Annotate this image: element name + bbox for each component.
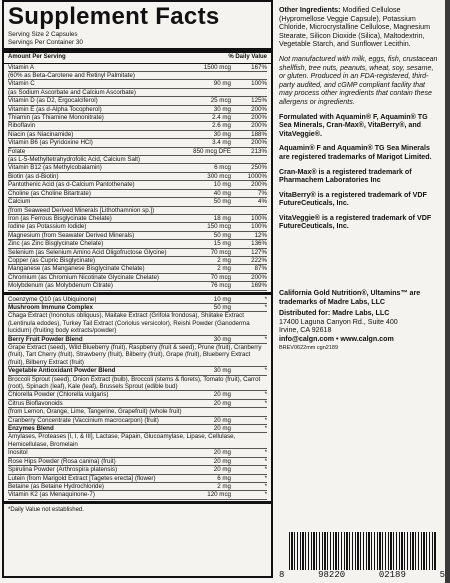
nutrient-dv: * (264, 449, 267, 457)
nutrient-row (8, 173, 267, 181)
nutrient-name: Citrus Bioflavonoids (8, 399, 63, 407)
nutrient-dv: 4% (258, 198, 267, 206)
nutrient-dv: * (264, 367, 267, 375)
trademark-aquamin: Aquamin® F and Aquamin® TG Sea Minerals are registered trademarks of Marigot Limited. (279, 144, 432, 161)
barcode (279, 532, 445, 582)
nutrient-name: Vitamin K2 (as Menaquinone-7) (8, 491, 95, 499)
nutrient-name: Vitamin C (8, 80, 35, 88)
nutrient-name: Biotin (as d-Biotin) (8, 172, 59, 180)
nutrient-dv: 169% (251, 282, 267, 290)
nutrient-amount: 30 mg (213, 367, 231, 375)
nutrient-name: Vitamin A (8, 63, 35, 71)
blend-description: Amylases, Proteases [I, I, & III], Lactase, Papain, Glucoamylase, Lipase, Cellulase, Hemicellulase, Bromelain (8, 433, 267, 449)
nutrient-row (8, 391, 267, 399)
nutrient-row (8, 122, 267, 130)
nutrient-dv: 200% (251, 273, 267, 281)
barcode-digit-group: 02189 (378, 570, 406, 580)
nutrient-row (8, 475, 267, 483)
nutrient-name: Inositol (8, 449, 28, 457)
nutrient-amount: 3.4 mg (212, 139, 231, 147)
nutrient-row (8, 80, 267, 88)
nutrient-row (8, 156, 267, 164)
facts-header (8, 53, 267, 62)
nutrient-amount: 76 mcg (210, 282, 231, 290)
contact-line: info@calgn.com • www.calgn.com (279, 335, 394, 344)
allergen-statement: Not manufactured with milk, eggs, fish, crustacean shellfish, tree nuts, peanuts, wheat, soy, sesame, or gluten. Produced in an FDA-registered, third-party audited, and cGMP compliant facility that may process other ingredients that contain these allergens or ingredients. (279, 54, 438, 106)
nutrient-name: Chlorella Powder (Chlorella vulgaris) (8, 391, 109, 399)
nutrient-name: Molybdenum (as Molybdenum Citrate) (8, 282, 113, 290)
nutrient-amount: 2 mg (217, 265, 231, 273)
nutrient-row (8, 114, 267, 122)
nutrient-amount: 50 mg (213, 231, 231, 239)
nutrient-name: Lutein (from Marigold Extract [Tagetes erecta] (flower) (8, 474, 156, 482)
nutrient-amount: 18 mg (213, 214, 231, 222)
nutrient-name: Iodine (as Potassium Iodide) (8, 223, 87, 231)
nutrient-dv: 1000% (247, 172, 267, 180)
nutrient-dv: 7% (258, 189, 267, 197)
nutrient-name: Magnesium (from Seawater Derived Minerals) (8, 231, 135, 239)
nutrient-name: (as Sodium Ascorbate and Calcium Ascorbate) (8, 88, 136, 96)
nutrient-row (8, 400, 267, 408)
nutrient-dv: * (264, 391, 267, 399)
nutrient-amount: 120 mcg (207, 491, 231, 499)
nutrient-row (8, 240, 267, 248)
nutrient-name: Vitamin D (as D2, Ergocalciferol) (8, 97, 98, 105)
nutrient-dv: 167% (251, 63, 267, 71)
nutrient-amount: 20 mg (213, 416, 231, 424)
trademark-vitaveggie: VitaVeggie® is a registered trademark of VDF FutureCeuticals, Inc. (279, 213, 432, 231)
nutrient-name: Zinc (as Zinc Bisglycinate Chelate) (8, 240, 104, 248)
nutrient-row (8, 483, 267, 491)
nutrient-amount: 150 mcg (207, 223, 231, 231)
nutrient-amount: 2.4 mg (212, 114, 231, 122)
lot-codes: BREV0622mm cgn2189 (279, 344, 339, 351)
nutrient-name: Vitamin B12 (as Methylcobalamin) (8, 164, 102, 172)
nutrient-amount: 10 mg (213, 295, 231, 303)
nutrient-dv: * (264, 491, 267, 499)
nutrient-name: Chromium (as Chromium Nicotinate Glycinate Chelate) (8, 273, 159, 281)
nutrient-name: Copper (as Cupric Bisglycinate) (8, 256, 96, 264)
nutrient-dv: 200% (251, 105, 267, 113)
nutrient-amount: 50 mg (213, 303, 231, 311)
barcode-bars (289, 532, 437, 570)
nutrient-dv: * (264, 303, 267, 311)
nutrient-amount: 1500 mcg (203, 63, 231, 71)
divider-bar (4, 292, 271, 295)
nutrient-dv: 188% (251, 130, 267, 138)
nutrient-name: Calcium (8, 198, 31, 206)
nutrient-amount: 20 mg (213, 457, 231, 465)
barcode-digit-group: 98220 (318, 570, 346, 580)
nutrient-dv: 127% (251, 248, 267, 256)
nutrient-row (8, 336, 267, 344)
nutrient-row (8, 198, 267, 206)
nutrient-dv: 136% (251, 240, 267, 248)
distributor: Distributed for: Madre Labs, LLC (279, 309, 390, 318)
nutrient-dv: 100% (251, 80, 267, 88)
nutrient-amount: 2 mg (217, 256, 231, 264)
trademark-cranmax: Cran-Max® is a registered trademark of Pharmachem Laboratories Inc (279, 167, 412, 185)
trademark-vitaberry: VitaBerry® is a registered trademark of VDF FutureCeuticals, Inc. (279, 190, 427, 208)
nutrient-row (8, 232, 267, 240)
footnote: *Daily Value not established. (8, 506, 84, 513)
nutrient-name: Cranberry Concentrate (Vaccinium macrocarpon) (fruit) (8, 416, 159, 424)
nutrient-amount: 20 mg (213, 391, 231, 399)
nutrient-amount: 20 mg (213, 399, 231, 407)
nutrient-dv: 100% (251, 223, 267, 231)
nutrient-row (8, 425, 267, 433)
nutrient-row (8, 223, 267, 231)
nutrient-amount: 20 mg (213, 449, 231, 457)
nutrient-row (8, 296, 267, 304)
barcode-digit-group: 5 (439, 570, 445, 580)
nutrient-dv: * (264, 474, 267, 482)
nutrient-row (8, 106, 267, 114)
nutrient-row (8, 139, 267, 147)
nutrient-row (8, 131, 267, 139)
nutrient-dv: 100% (251, 214, 267, 222)
nutrient-row (8, 367, 267, 375)
spacer (279, 237, 439, 289)
nutrient-name: Betaine (as Betaine Hydrochloride) (8, 482, 104, 490)
other-ingredients (279, 6, 439, 49)
nutrient-row (8, 89, 267, 97)
nutrient-name: Vegetable Antioxidant Powder Blend (8, 367, 116, 375)
nutrient-name: Coenzyme Q10 (as Ubiquinone) (8, 295, 97, 303)
nutrient-dv: 125% (251, 97, 267, 105)
supplement-facts-panel (2, 0, 273, 578)
nutrient-name: Thiamin (as Thiamine Mononitrate) (8, 114, 104, 122)
other-ingredients-label: Other Ingredients: (279, 6, 341, 14)
nutrient-row (8, 72, 267, 80)
nutrient-amount: 30 mg (213, 335, 231, 343)
address-line-2: Irvine, CA 92618 (279, 326, 332, 335)
nutrient-name: Enzymes Blend (8, 425, 54, 433)
nutrient-dv: 213% (251, 147, 267, 155)
nutrient-dv: * (264, 416, 267, 424)
label-edge (445, 0, 450, 583)
nutrient-name: Vitamin E (as d-Alpha Tocopherol) (8, 105, 102, 113)
nutrient-name: (60% as Beta-Carotene and Retinyl Palmitate) (8, 72, 135, 79)
nutrient-name: Folate (8, 147, 26, 155)
blend-description: Chaga Extract (Inonotus obliquus), Maitake Extract (Grifola frondosa), Shiitake Extract (Lentinula edodes), Turkey Tail Extract (Coriolus versicolor), Reishi Powder (Ganoderma lucidum) (fruiting body extracts/powder) (8, 312, 267, 335)
blend-table (8, 296, 267, 500)
nutrient-dv: 12% (254, 231, 267, 239)
nutrient-amount: 6 mcg (214, 164, 231, 172)
nutrient-amount: 50 mg (213, 198, 231, 206)
blend-description: Grape Extract (seed), Wild Blueberry (fruit), Raspberry (fruit & seed), Prune (fruit), Cranberry (fruit), Tart Cherry (fruit), Strawberry (fruit), Bilberry (fruit), Grape (fruit), Blueberry Extract (fruit), Bilberry Extract (fruit) (8, 344, 267, 367)
nutrient-dv: 87% (254, 265, 267, 273)
nutrient-name: Iron (as Ferrous Bisglycinate Chelate) (8, 214, 112, 222)
nutrient-name: Riboflavin (8, 122, 36, 130)
amount-header: Amount Per Serving (8, 54, 66, 61)
nutrient-dv: 200% (251, 122, 267, 130)
nutrient-row (8, 257, 267, 265)
nutrient-name: Selenium (as Selenium Amino Acid Oligofructose Glycine) (8, 248, 167, 256)
nutrient-row (8, 215, 267, 223)
nutrient-dv: 222% (251, 256, 267, 264)
serving-size: Serving Size 2 Capsules (8, 31, 78, 38)
nutrient-name: Pantothenic Acid (as d-Calcium Pantothenate) (8, 181, 135, 189)
nutrient-dv: * (264, 295, 267, 303)
nutrient-row (8, 466, 267, 474)
nutrient-dv: 250% (251, 164, 267, 172)
nutrient-row (8, 164, 267, 172)
nutrient-amount: 40 mg (213, 189, 231, 197)
nutrient-name: Vitamin B6 (as Pyridoxine HCl) (8, 139, 93, 147)
nutrient-row (8, 491, 267, 499)
nutrient-row (8, 417, 267, 425)
nutrient-name: Spirulina Powder (Arthrospira platensis) (8, 466, 118, 474)
nutrient-dv: * (264, 482, 267, 490)
nutrient-name: Berry Fruit Powder Blend (8, 335, 83, 343)
nutrient-row (8, 274, 267, 282)
nutrient-row (8, 304, 267, 312)
formulated-with: Formulated with Aquamin® F, Aquamin® TG Sea Minerals, Cran-Max®, VitaBerry®, and VitaVeggie®. (279, 112, 428, 138)
nutrient-amount: 70 mcg (210, 248, 231, 256)
ingredients-column (279, 6, 439, 352)
nutrient-dv: 200% (251, 114, 267, 122)
nutrient-amount: 30 mg (213, 130, 231, 138)
nutrient-amount: 20 mg (213, 425, 231, 433)
nutrient-dv: 200% (251, 139, 267, 147)
nutrient-amount: 15 mg (213, 240, 231, 248)
nutrient-row (8, 282, 267, 290)
nutrient-row (8, 64, 267, 72)
nutrient-amount: 2.6 mg (212, 122, 231, 130)
other-ingredients-text: Modified Cellulose (Hypromellose Veggie Capsule), Potassium Chloride, Microcrystalline Cellulose, Magnesium Stearate, Silicon Dioxide (Silica), Maltodextrin, Vegetable Starch, and Sunflower Lecithin. (279, 6, 430, 49)
nutrient-amount: 70 mcg (210, 273, 231, 281)
nutrient-row (8, 249, 267, 257)
address-line-1: 17400 Laguna Canyon Rd., Suite 400 (279, 317, 398, 326)
nutrient-amount: 20 mg (213, 466, 231, 474)
nutrient-amount: 300 mcg (207, 172, 231, 180)
nutrient-dv: 200% (251, 181, 267, 189)
nutrient-row (8, 458, 267, 466)
nutrient-row (8, 190, 267, 198)
blend-description: (from Lemon, Orange, Lime, Tangerine, Grapefruit) (whole fruit) (8, 408, 267, 416)
facts-title: Supplement Facts (8, 3, 220, 30)
nutrient-amount: 90 mg (213, 80, 231, 88)
nutrient-name: Mushroom Immune Complex (8, 303, 93, 311)
nutrient-dv: * (264, 335, 267, 343)
nutrient-amount: 25 mcg (210, 97, 231, 105)
nutrient-name: Manganese (as Manganese Bisglycinate Chelate) (8, 265, 145, 273)
nutrient-amount: 30 mg (213, 105, 231, 113)
nutrient-row (8, 449, 267, 457)
nutrient-row (8, 181, 267, 189)
nutrient-amount: 2 mg (217, 482, 231, 490)
divider-bar (4, 501, 271, 504)
blend-description: Broccoli Sprout (seed), Onion Extract (bulb), Broccoli (stems & florets), Tomato (fruit), Carrot (root), Spinach (leaf), Kale (leaf), Brussels Sprout (edible bud) (8, 376, 267, 392)
nutrient-dv: * (264, 466, 267, 474)
nutrient-name: Niacin (as Niacinamide) (8, 130, 74, 138)
barcode-digits (279, 570, 445, 580)
nutrient-name: Rose Hips Powder (Rosa canina) (fruit) (8, 457, 116, 465)
nutrient-row (8, 265, 267, 273)
nutrient-amount: 850 mcg DFE (193, 147, 231, 155)
barcode-digit-group: 8 (279, 570, 285, 580)
nutrient-row (8, 97, 267, 105)
nutrient-amount: 10 mg (213, 181, 231, 189)
trademark-cgn: California Gold Nutrition®, Ultamins™ are trademarks of Madre Labs, LLC (279, 289, 421, 306)
nutrient-dv: * (264, 399, 267, 407)
nutrient-dv: * (264, 457, 267, 465)
nutrient-name: Choline (as Choline Bitartrate) (8, 189, 91, 197)
nutrient-dv: * (264, 425, 267, 433)
nutrient-row (8, 148, 267, 156)
nutrient-table (8, 64, 267, 291)
nutrient-name: (from Seaweed Derived Minerals [Lithothamnion sp.]) (8, 206, 155, 214)
nutrient-row (8, 207, 267, 215)
nutrient-amount: 6 mg (217, 474, 231, 482)
servings-per-container: Servings Per Container 30 (8, 38, 83, 46)
nutrient-name: (as L-5-Methyltetrahydrofolic Acid, Calcium Salt) (8, 156, 141, 164)
dv-header: % Daily Value (228, 54, 267, 61)
